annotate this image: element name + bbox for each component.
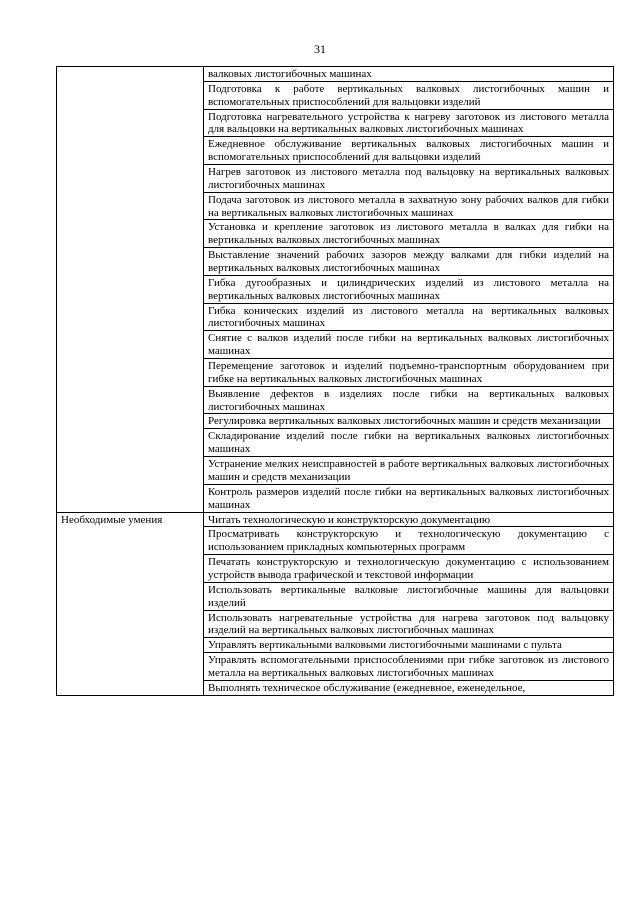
item-text: Использовать вертикальные валковые листогибочные машины для вальцовки изделий: [208, 583, 609, 609]
section-label: Необходимые умения: [61, 513, 163, 526]
item-text: Печатать конструкторскую и технологическую документацию с использованием устройств вывода графической и текстовой информации: [208, 556, 609, 581]
item-cell: [204, 303, 614, 331]
item-text: Подача заготовок из листового металла в захватную зону рабочих валков для гибки на вертикальных валковых листогибочных машинах: [208, 193, 609, 219]
section-label-cell: [57, 67, 204, 513]
item-text: Гибка конических изделий из листового металла на вертикальных валковых листогибочных машинах: [208, 304, 609, 330]
item-cell: [204, 527, 614, 555]
item-text: Читать технологическую и конструкторскую документацию: [208, 513, 491, 526]
item-text: Управлять вертикальными валковыми листогибочными машинами с пульта: [208, 639, 562, 652]
item-cell: [204, 555, 614, 583]
item-cell: [204, 109, 614, 137]
table-row: [57, 67, 614, 82]
page-number: 31: [314, 42, 326, 56]
item-cell: [204, 680, 614, 695]
item-cell: [204, 359, 614, 387]
item-text: Выявление дефектов в изделиях после гибки на вертикальных валковых листогибочных машинах: [208, 387, 609, 413]
item-text: Регулировка вертикальных валковых листогибочных машин и средств механизации: [208, 415, 601, 428]
item-text: Снятие с валков изделий после гибки на вертикальных валковых листогибочных машинах: [208, 332, 609, 358]
item-cell: [204, 512, 614, 527]
item-text: Использовать нагревательные устройства для нагрева заготовок под вальцовку изделий на вертикальных валковых листогибочных машинах: [208, 611, 609, 637]
item-cell: [204, 81, 614, 109]
item-cell: [204, 582, 614, 610]
item-cell: [204, 638, 614, 653]
item-cell: [204, 220, 614, 248]
table-row: [57, 512, 614, 527]
item-text: Установка и крепление заготовок из листового металла в валках для гибки на вертикальных валковых листогибочных машинах: [208, 221, 609, 247]
item-cell: [204, 386, 614, 414]
item-text: Контроль размеров изделий после гибки на вертикальных валковых листогибочных машинах: [208, 485, 609, 511]
item-text: Гибка дугообразных и цилиндрических изделий из листового металла на вертикальных валковых листогибочных машинах: [208, 276, 609, 302]
section-label-cell: [57, 512, 204, 695]
item-text: валковых листогибочных машинах: [208, 68, 372, 80]
item-cell: [204, 484, 614, 512]
item-cell: [204, 248, 614, 276]
competency-table: [56, 66, 614, 696]
item-text: Перемещение заготовок и изделий подъемно-транспортным оборудованием при гибке на вертикальных валковых листогибочных машинах: [208, 360, 609, 385]
item-text: Ежедневное обслуживание вертикальных валковых листогибочных машин и вспомогательных приспособлений для вальцовки изделий: [208, 138, 609, 164]
item-text: Устранение мелких неисправностей в работе вертикальных валковых листогибочных машин и средств механизации: [208, 458, 609, 483]
item-text: Складирование изделий после гибки на вертикальных валковых листогибочных машинах: [208, 430, 609, 456]
item-cell: [204, 331, 614, 359]
item-text: Подготовка к работе вертикальных валковых листогибочных машин и вспомогательных приспособлений для вальцовки изделий: [208, 82, 609, 108]
item-cell: [204, 457, 614, 485]
item-text: Управлять вспомогательными приспособлениями при гибке заготовок из листового металла на вертикальных валковых листогибочных машинах: [208, 654, 609, 679]
item-text: Подготовка нагревательного устройства к нагреву заготовок из листового металла для вальцовки на вертикальных валковых листогибочных машинах: [208, 110, 609, 136]
item-cell: [204, 275, 614, 303]
item-text: Просматривать конструкторскую и технологическую документацию с использованием прикладных компьютерных программ: [208, 528, 609, 554]
item-cell: [204, 165, 614, 193]
item-cell: [204, 610, 614, 638]
item-text: Выставление значений рабочих зазоров между валками для гибки изделий на вертикальных валковых листогибочных машинах: [208, 249, 609, 275]
item-cell: [204, 192, 614, 220]
item-cell: [204, 653, 614, 681]
item-cell: [204, 429, 614, 457]
item-cell: [204, 67, 614, 82]
item-text: Нагрев заготовок из листового металла под вальцовку на вертикальных валковых листогибочных машинах: [208, 166, 609, 191]
competency-table-body: [57, 67, 614, 696]
item-cell: [204, 137, 614, 165]
item-text: Выполнять техническое обслуживание (ежедневное, еженедельное,: [208, 681, 526, 694]
item-cell: [204, 414, 614, 429]
